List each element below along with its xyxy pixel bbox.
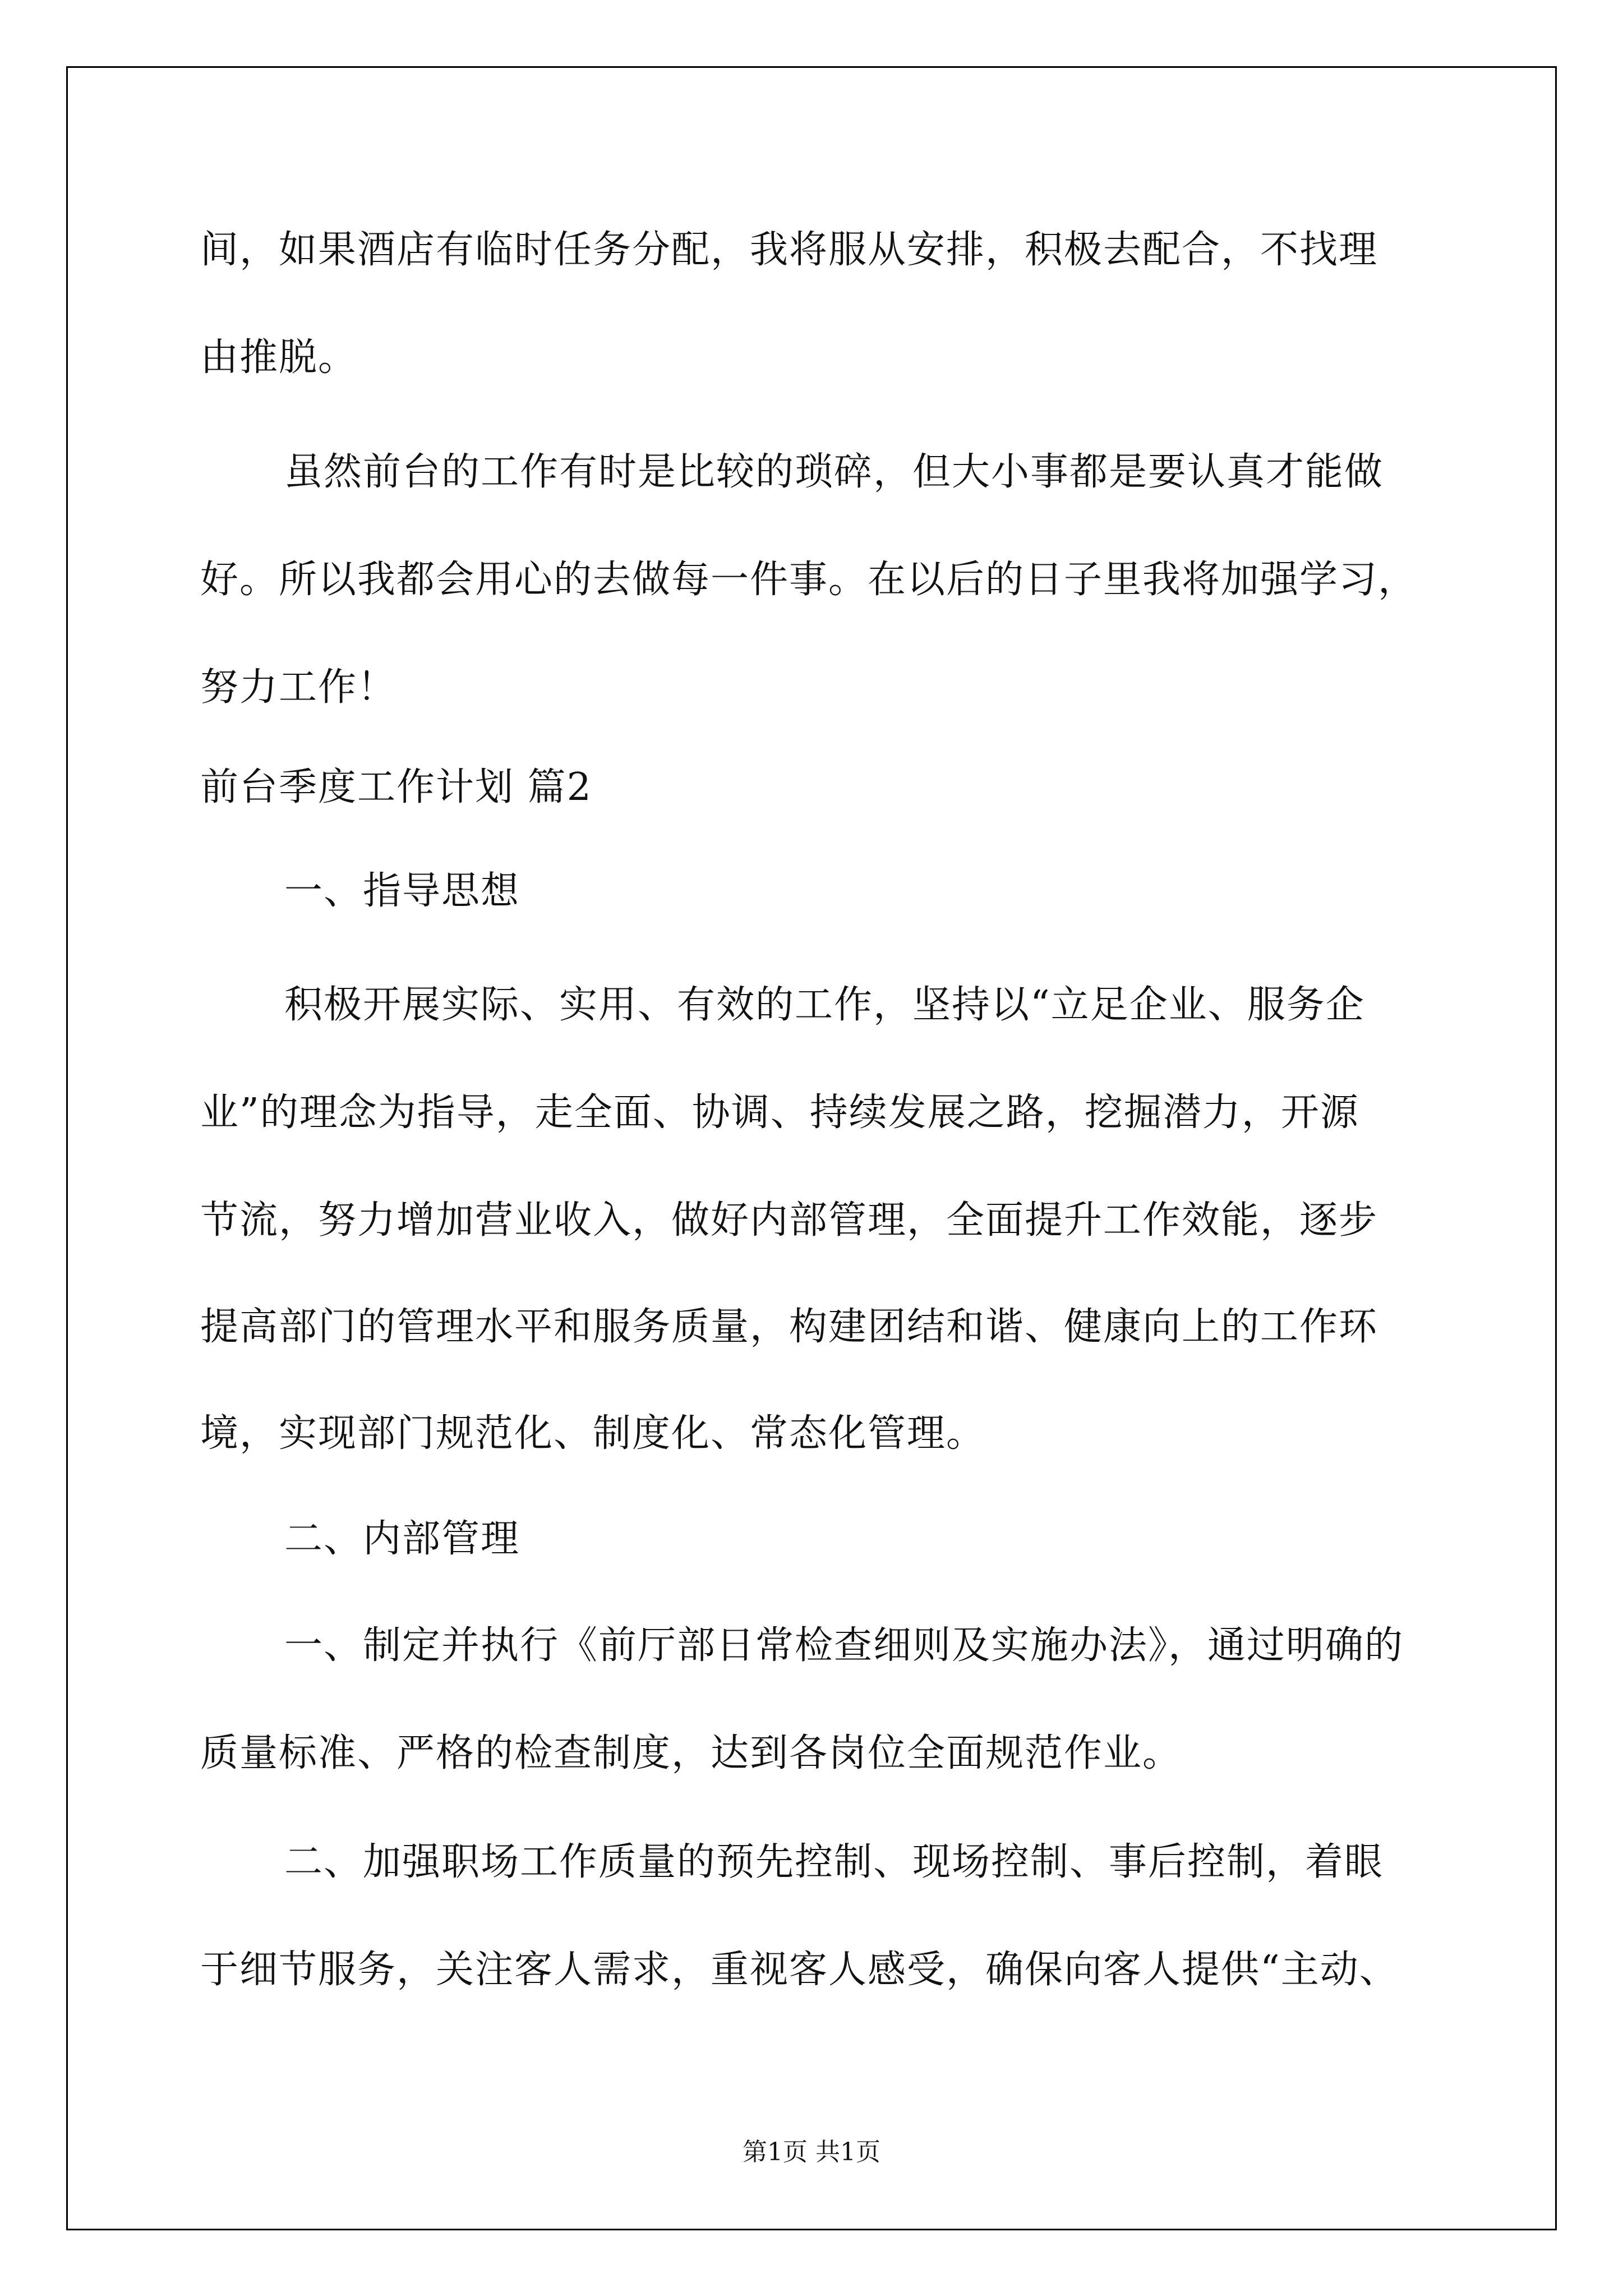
text-line: 积极开展实际、实用、有效的工作，坚持以“立足企业、服务企 xyxy=(284,983,1365,1027)
section-heading: 前台季度工作计划 篇2 xyxy=(200,765,592,809)
text-line: 于细节服务，关注客人需求，重视客人感受，确保向客人提供“主动、 xyxy=(200,1948,1399,1992)
subsection-heading: 一、指导思想 xyxy=(284,869,520,913)
text-line: 节流，努力增加营业收入，做好内部管理，全面提升工作效能，逐步 xyxy=(200,1198,1378,1243)
text-line: 二、加强职场工作质量的预先控制、现场控制、事后控制，着眼 xyxy=(284,1840,1384,1884)
text-line: 一、制定并执行《前厅部日常检查细则及实施办法》，通过明确的 xyxy=(284,1623,1404,1668)
text-line: 好。所以我都会用心的去做每一件事。在以后的日子里我将加强学习， xyxy=(200,558,1418,602)
page-border xyxy=(66,66,1557,2230)
text-line: 努力工作！ xyxy=(200,665,397,710)
text-line: 提高部门的管理水平和服务质量，构建团结和谐、健康向上的工作环 xyxy=(200,1305,1378,1349)
subsection-heading: 二、内部管理 xyxy=(284,1517,520,1561)
text-line: 虽然前台的工作有时是比较的琐碎，但大小事都是要认真才能做 xyxy=(284,450,1384,494)
text-line: 质量标准、严格的检查制度，达到各岗位全面规范作业。 xyxy=(200,1731,1182,1775)
text-line: 境，实现部门规范化、制度化、常态化管理。 xyxy=(200,1411,986,1456)
text-line: 间，如果酒店有临时任务分配，我将服从安排，积极去配合，不找理 xyxy=(200,228,1378,272)
text-line: 由推脱。 xyxy=(200,335,358,380)
page-footer: 第1页 共1页 xyxy=(743,2138,880,2166)
text-line: 业”的理念为指导，走全面、协调、持续发展之路，挖掘潜力，开源 xyxy=(200,1091,1359,1135)
